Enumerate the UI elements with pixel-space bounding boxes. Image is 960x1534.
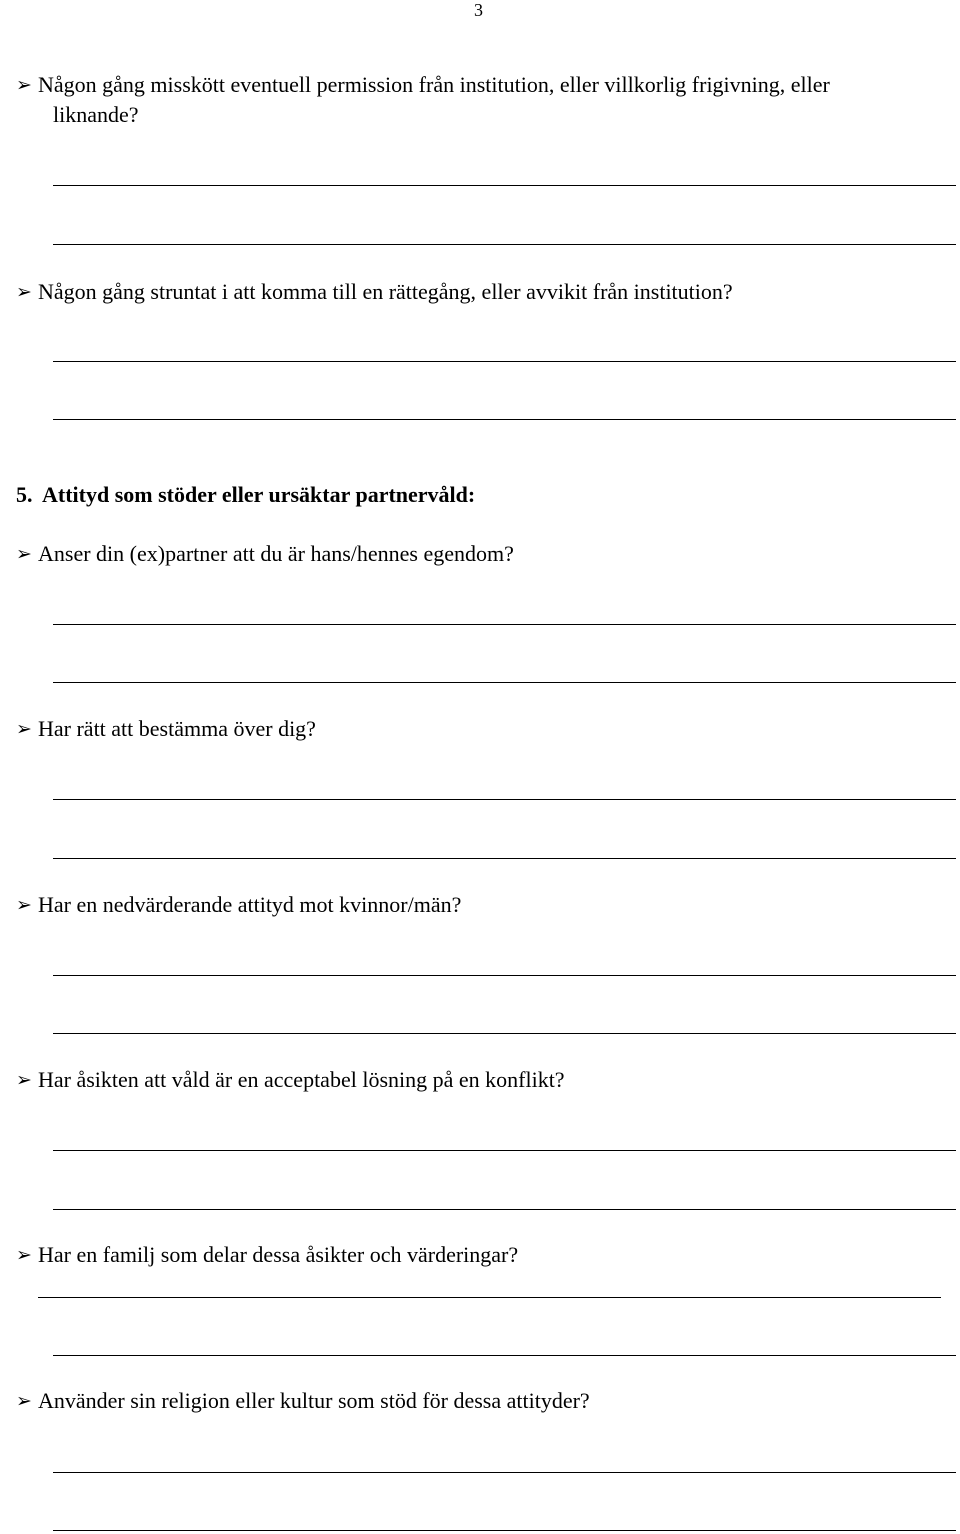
question-1	[16, 70, 956, 129]
answer-line[interactable]	[53, 1150, 956, 1151]
answer-line[interactable]	[53, 799, 956, 800]
question-7	[16, 1240, 956, 1270]
question-4-text: Har rätt att bestämma över dig?	[38, 716, 316, 741]
arrowhead-bullet-icon: ➢	[16, 1391, 32, 1412]
question-8	[16, 1386, 956, 1416]
section-title: Attityd som stöder eller ursäktar partnervåld:	[42, 482, 476, 507]
arrowhead-bullet-icon: ➢	[16, 719, 32, 740]
question-2	[16, 277, 956, 307]
answer-line[interactable]	[53, 185, 956, 186]
question-2-text: Någon gång struntat i att komma till en rättegång, eller avvikit från institution?	[38, 279, 733, 304]
answer-line[interactable]	[53, 624, 956, 625]
arrowhead-bullet-icon: ➢	[16, 75, 32, 96]
question-1-text-cont: liknande?	[53, 102, 139, 127]
question-3-text: Anser din (ex)partner att du är hans/hennes egendom?	[38, 541, 514, 566]
answer-line[interactable]	[53, 858, 956, 859]
section-heading	[16, 480, 475, 509]
question-6-text: Har åsikten att våld är en acceptabel lösning på en konflikt?	[38, 1067, 565, 1092]
question-1-text: Någon gång misskött eventuell permission från institution, eller villkorlig frigivning, eller	[38, 72, 830, 97]
answer-line[interactable]	[53, 1033, 956, 1034]
answer-line[interactable]	[53, 244, 956, 245]
answer-line[interactable]	[53, 361, 956, 362]
arrowhead-bullet-icon: ➢	[16, 1245, 32, 1266]
section-number: 5.	[16, 482, 33, 507]
question-3	[16, 539, 956, 569]
answer-line[interactable]	[53, 682, 956, 683]
arrowhead-bullet-icon: ➢	[16, 544, 32, 565]
arrowhead-bullet-icon: ➢	[16, 282, 32, 303]
arrowhead-bullet-icon: ➢	[16, 1070, 32, 1091]
answer-line[interactable]	[53, 1209, 956, 1210]
answer-line[interactable]	[38, 1297, 941, 1298]
answer-line[interactable]	[53, 1355, 956, 1356]
answer-line[interactable]	[53, 419, 956, 420]
answer-line[interactable]	[53, 1472, 956, 1473]
page-number: 3	[474, 0, 483, 20]
question-4	[16, 714, 956, 744]
question-8-text: Använder sin religion eller kultur som stöd för dessa attityder?	[38, 1388, 590, 1413]
answer-line[interactable]	[53, 975, 956, 976]
question-6	[16, 1065, 956, 1095]
question-7-text: Har en familj som delar dessa åsikter och värderingar?	[38, 1242, 519, 1267]
question-5-text: Har en nedvärderande attityd mot kvinnor/män?	[38, 892, 462, 917]
question-5	[16, 890, 956, 920]
answer-line[interactable]	[53, 1530, 956, 1531]
arrowhead-bullet-icon: ➢	[16, 895, 32, 916]
